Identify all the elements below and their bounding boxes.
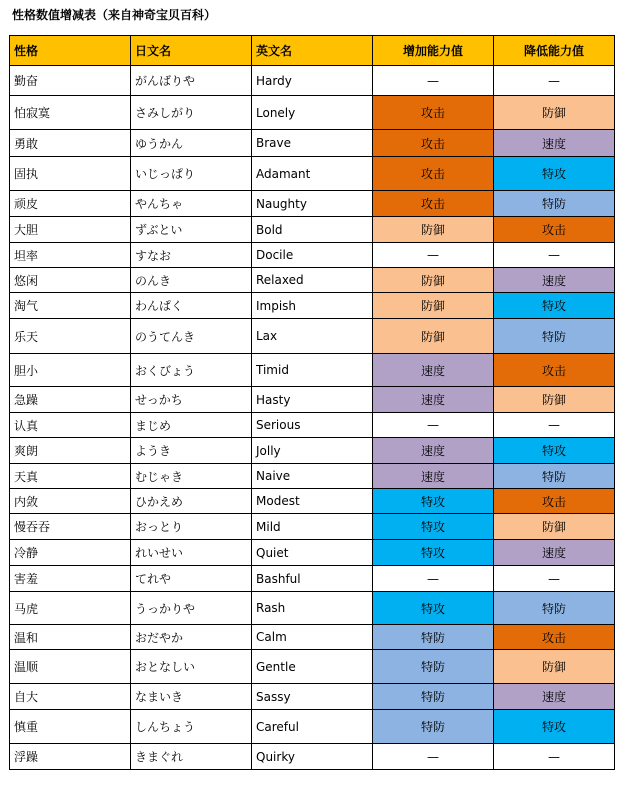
- english-name-cell: Impish: [252, 293, 373, 319]
- decreased-stat-cell: 特攻: [494, 293, 615, 319]
- japanese-name-cell: すなお: [131, 243, 252, 268]
- increased-stat-cell: 防御: [373, 319, 494, 354]
- japanese-name-cell: のんき: [131, 268, 252, 293]
- decreased-stat-cell: —: [494, 744, 615, 770]
- nature-name-cell: 浮躁: [10, 744, 131, 770]
- increased-stat-cell: —: [373, 243, 494, 268]
- decreased-stat-cell: —: [494, 243, 615, 268]
- english-name-cell: Lonely: [252, 96, 373, 130]
- increased-stat-cell: 特攻: [373, 489, 494, 514]
- nature-name-cell: 认真: [10, 413, 131, 438]
- nature-name-cell: 温和: [10, 625, 131, 650]
- nature-table: [9, 35, 615, 770]
- nature-name-cell: 冷静: [10, 540, 131, 566]
- english-name-cell: Brave: [252, 130, 373, 157]
- increased-stat-cell: 特攻: [373, 514, 494, 540]
- english-name-cell: Serious: [252, 413, 373, 438]
- japanese-name-cell: のうてんき: [131, 319, 252, 354]
- decreased-stat-cell: 防御: [494, 650, 615, 684]
- header-nature: 性格: [10, 36, 131, 66]
- increased-stat-cell: 防御: [373, 217, 494, 243]
- page-title: 性格数值增减表（来自神奇宝贝百科）: [12, 8, 217, 22]
- increased-stat-cell: 速度: [373, 464, 494, 489]
- table-row: [10, 489, 615, 514]
- increased-stat-cell: 特防: [373, 625, 494, 650]
- table-row: [10, 650, 615, 684]
- japanese-name-cell: やんちゃ: [131, 191, 252, 217]
- table-row: [10, 66, 615, 96]
- decreased-stat-cell: 攻击: [494, 354, 615, 387]
- japanese-name-cell: おっとり: [131, 514, 252, 540]
- table-row: [10, 592, 615, 625]
- english-name-cell: Sassy: [252, 684, 373, 710]
- table-body: [10, 66, 615, 770]
- english-name-cell: Quiet: [252, 540, 373, 566]
- nature-name-cell: 爽朗: [10, 438, 131, 464]
- table-row: [10, 191, 615, 217]
- decreased-stat-cell: 特攻: [494, 157, 615, 191]
- increased-stat-cell: 攻击: [373, 191, 494, 217]
- english-name-cell: Naive: [252, 464, 373, 489]
- increased-stat-cell: —: [373, 566, 494, 592]
- english-name-cell: Calm: [252, 625, 373, 650]
- table-row: [10, 540, 615, 566]
- header-english-name: 英文名: [252, 36, 373, 66]
- nature-name-cell: 慢吞吞: [10, 514, 131, 540]
- table-row: [10, 625, 615, 650]
- increased-stat-cell: —: [373, 66, 494, 96]
- table-row: [10, 157, 615, 191]
- english-name-cell: Hasty: [252, 387, 373, 413]
- header-row: [10, 36, 615, 66]
- nature-name-cell: 坦率: [10, 243, 131, 268]
- english-name-cell: Hardy: [252, 66, 373, 96]
- increased-stat-cell: 特攻: [373, 540, 494, 566]
- increased-stat-cell: 防御: [373, 268, 494, 293]
- japanese-name-cell: さみしがり: [131, 96, 252, 130]
- japanese-name-cell: れいせい: [131, 540, 252, 566]
- japanese-name-cell: おだやか: [131, 625, 252, 650]
- table-row: [10, 438, 615, 464]
- table-row: [10, 319, 615, 354]
- decreased-stat-cell: 攻击: [494, 489, 615, 514]
- decreased-stat-cell: 攻击: [494, 217, 615, 243]
- japanese-name-cell: いじっぱり: [131, 157, 252, 191]
- english-name-cell: Adamant: [252, 157, 373, 191]
- increased-stat-cell: 特攻: [373, 592, 494, 625]
- table-row: [10, 744, 615, 770]
- nature-name-cell: 慎重: [10, 710, 131, 744]
- decreased-stat-cell: 速度: [494, 130, 615, 157]
- increased-stat-cell: 特防: [373, 684, 494, 710]
- japanese-name-cell: むじゃき: [131, 464, 252, 489]
- english-name-cell: Lax: [252, 319, 373, 354]
- decreased-stat-cell: 速度: [494, 684, 615, 710]
- decreased-stat-cell: 特防: [494, 191, 615, 217]
- nature-name-cell: 乐天: [10, 319, 131, 354]
- nature-name-cell: 勤奋: [10, 66, 131, 96]
- english-name-cell: Naughty: [252, 191, 373, 217]
- english-name-cell: Relaxed: [252, 268, 373, 293]
- increased-stat-cell: 防御: [373, 293, 494, 319]
- english-name-cell: Quirky: [252, 744, 373, 770]
- nature-name-cell: 淘气: [10, 293, 131, 319]
- table-row: [10, 268, 615, 293]
- increased-stat-cell: 速度: [373, 354, 494, 387]
- nature-name-cell: 悠闲: [10, 268, 131, 293]
- decreased-stat-cell: 速度: [494, 540, 615, 566]
- japanese-name-cell: おとなしい: [131, 650, 252, 684]
- japanese-name-cell: きまぐれ: [131, 744, 252, 770]
- table-row: [10, 413, 615, 438]
- japanese-name-cell: ひかえめ: [131, 489, 252, 514]
- japanese-name-cell: おくびょう: [131, 354, 252, 387]
- decreased-stat-cell: 特防: [494, 319, 615, 354]
- increased-stat-cell: 特防: [373, 650, 494, 684]
- decreased-stat-cell: 特攻: [494, 438, 615, 464]
- english-name-cell: Gentle: [252, 650, 373, 684]
- japanese-name-cell: しんちょう: [131, 710, 252, 744]
- nature-name-cell: 急躁: [10, 387, 131, 413]
- nature-name-cell: 天真: [10, 464, 131, 489]
- table-row: [10, 217, 615, 243]
- table-row: [10, 464, 615, 489]
- decreased-stat-cell: 特攻: [494, 710, 615, 744]
- increased-stat-cell: —: [373, 413, 494, 438]
- nature-name-cell: 大胆: [10, 217, 131, 243]
- table-row: [10, 243, 615, 268]
- decreased-stat-cell: —: [494, 413, 615, 438]
- increased-stat-cell: 攻击: [373, 96, 494, 130]
- english-name-cell: Bold: [252, 217, 373, 243]
- english-name-cell: Mild: [252, 514, 373, 540]
- table-row: [10, 684, 615, 710]
- nature-name-cell: 马虎: [10, 592, 131, 625]
- english-name-cell: Modest: [252, 489, 373, 514]
- japanese-name-cell: てれや: [131, 566, 252, 592]
- nature-name-cell: 怕寂寞: [10, 96, 131, 130]
- table-row: [10, 387, 615, 413]
- english-name-cell: Timid: [252, 354, 373, 387]
- nature-name-cell: 温顺: [10, 650, 131, 684]
- english-name-cell: Bashful: [252, 566, 373, 592]
- increased-stat-cell: —: [373, 744, 494, 770]
- decreased-stat-cell: —: [494, 66, 615, 96]
- decreased-stat-cell: 特防: [494, 592, 615, 625]
- english-name-cell: Rash: [252, 592, 373, 625]
- japanese-name-cell: ずぶとい: [131, 217, 252, 243]
- nature-name-cell: 勇敢: [10, 130, 131, 157]
- japanese-name-cell: わんぱく: [131, 293, 252, 319]
- decreased-stat-cell: 防御: [494, 96, 615, 130]
- increased-stat-cell: 速度: [373, 387, 494, 413]
- table-row: [10, 514, 615, 540]
- header-japanese-name: 日文名: [131, 36, 252, 66]
- decreased-stat-cell: 防御: [494, 387, 615, 413]
- table-row: [10, 130, 615, 157]
- nature-name-cell: 固执: [10, 157, 131, 191]
- increased-stat-cell: 特防: [373, 710, 494, 744]
- nature-name-cell: 自大: [10, 684, 131, 710]
- decreased-stat-cell: —: [494, 566, 615, 592]
- japanese-name-cell: なまいき: [131, 684, 252, 710]
- table-row: [10, 96, 615, 130]
- english-name-cell: Docile: [252, 243, 373, 268]
- nature-name-cell: 顽皮: [10, 191, 131, 217]
- header-decreased-stat: 降低能力值: [494, 36, 615, 66]
- nature-name-cell: 胆小: [10, 354, 131, 387]
- table-row: [10, 566, 615, 592]
- table-row: [10, 710, 615, 744]
- header-increased-stat: 增加能力值: [373, 36, 494, 66]
- decreased-stat-cell: 速度: [494, 268, 615, 293]
- decreased-stat-cell: 防御: [494, 514, 615, 540]
- english-name-cell: Jolly: [252, 438, 373, 464]
- increased-stat-cell: 攻击: [373, 157, 494, 191]
- increased-stat-cell: 速度: [373, 438, 494, 464]
- japanese-name-cell: せっかち: [131, 387, 252, 413]
- japanese-name-cell: うっかりや: [131, 592, 252, 625]
- english-name-cell: Careful: [252, 710, 373, 744]
- decreased-stat-cell: 攻击: [494, 625, 615, 650]
- table-row: [10, 293, 615, 319]
- japanese-name-cell: ゆうかん: [131, 130, 252, 157]
- nature-name-cell: 内敛: [10, 489, 131, 514]
- increased-stat-cell: 攻击: [373, 130, 494, 157]
- decreased-stat-cell: 特防: [494, 464, 615, 489]
- japanese-name-cell: まじめ: [131, 413, 252, 438]
- nature-name-cell: 害羞: [10, 566, 131, 592]
- table-row: [10, 354, 615, 387]
- japanese-name-cell: ようき: [131, 438, 252, 464]
- japanese-name-cell: がんばりや: [131, 66, 252, 96]
